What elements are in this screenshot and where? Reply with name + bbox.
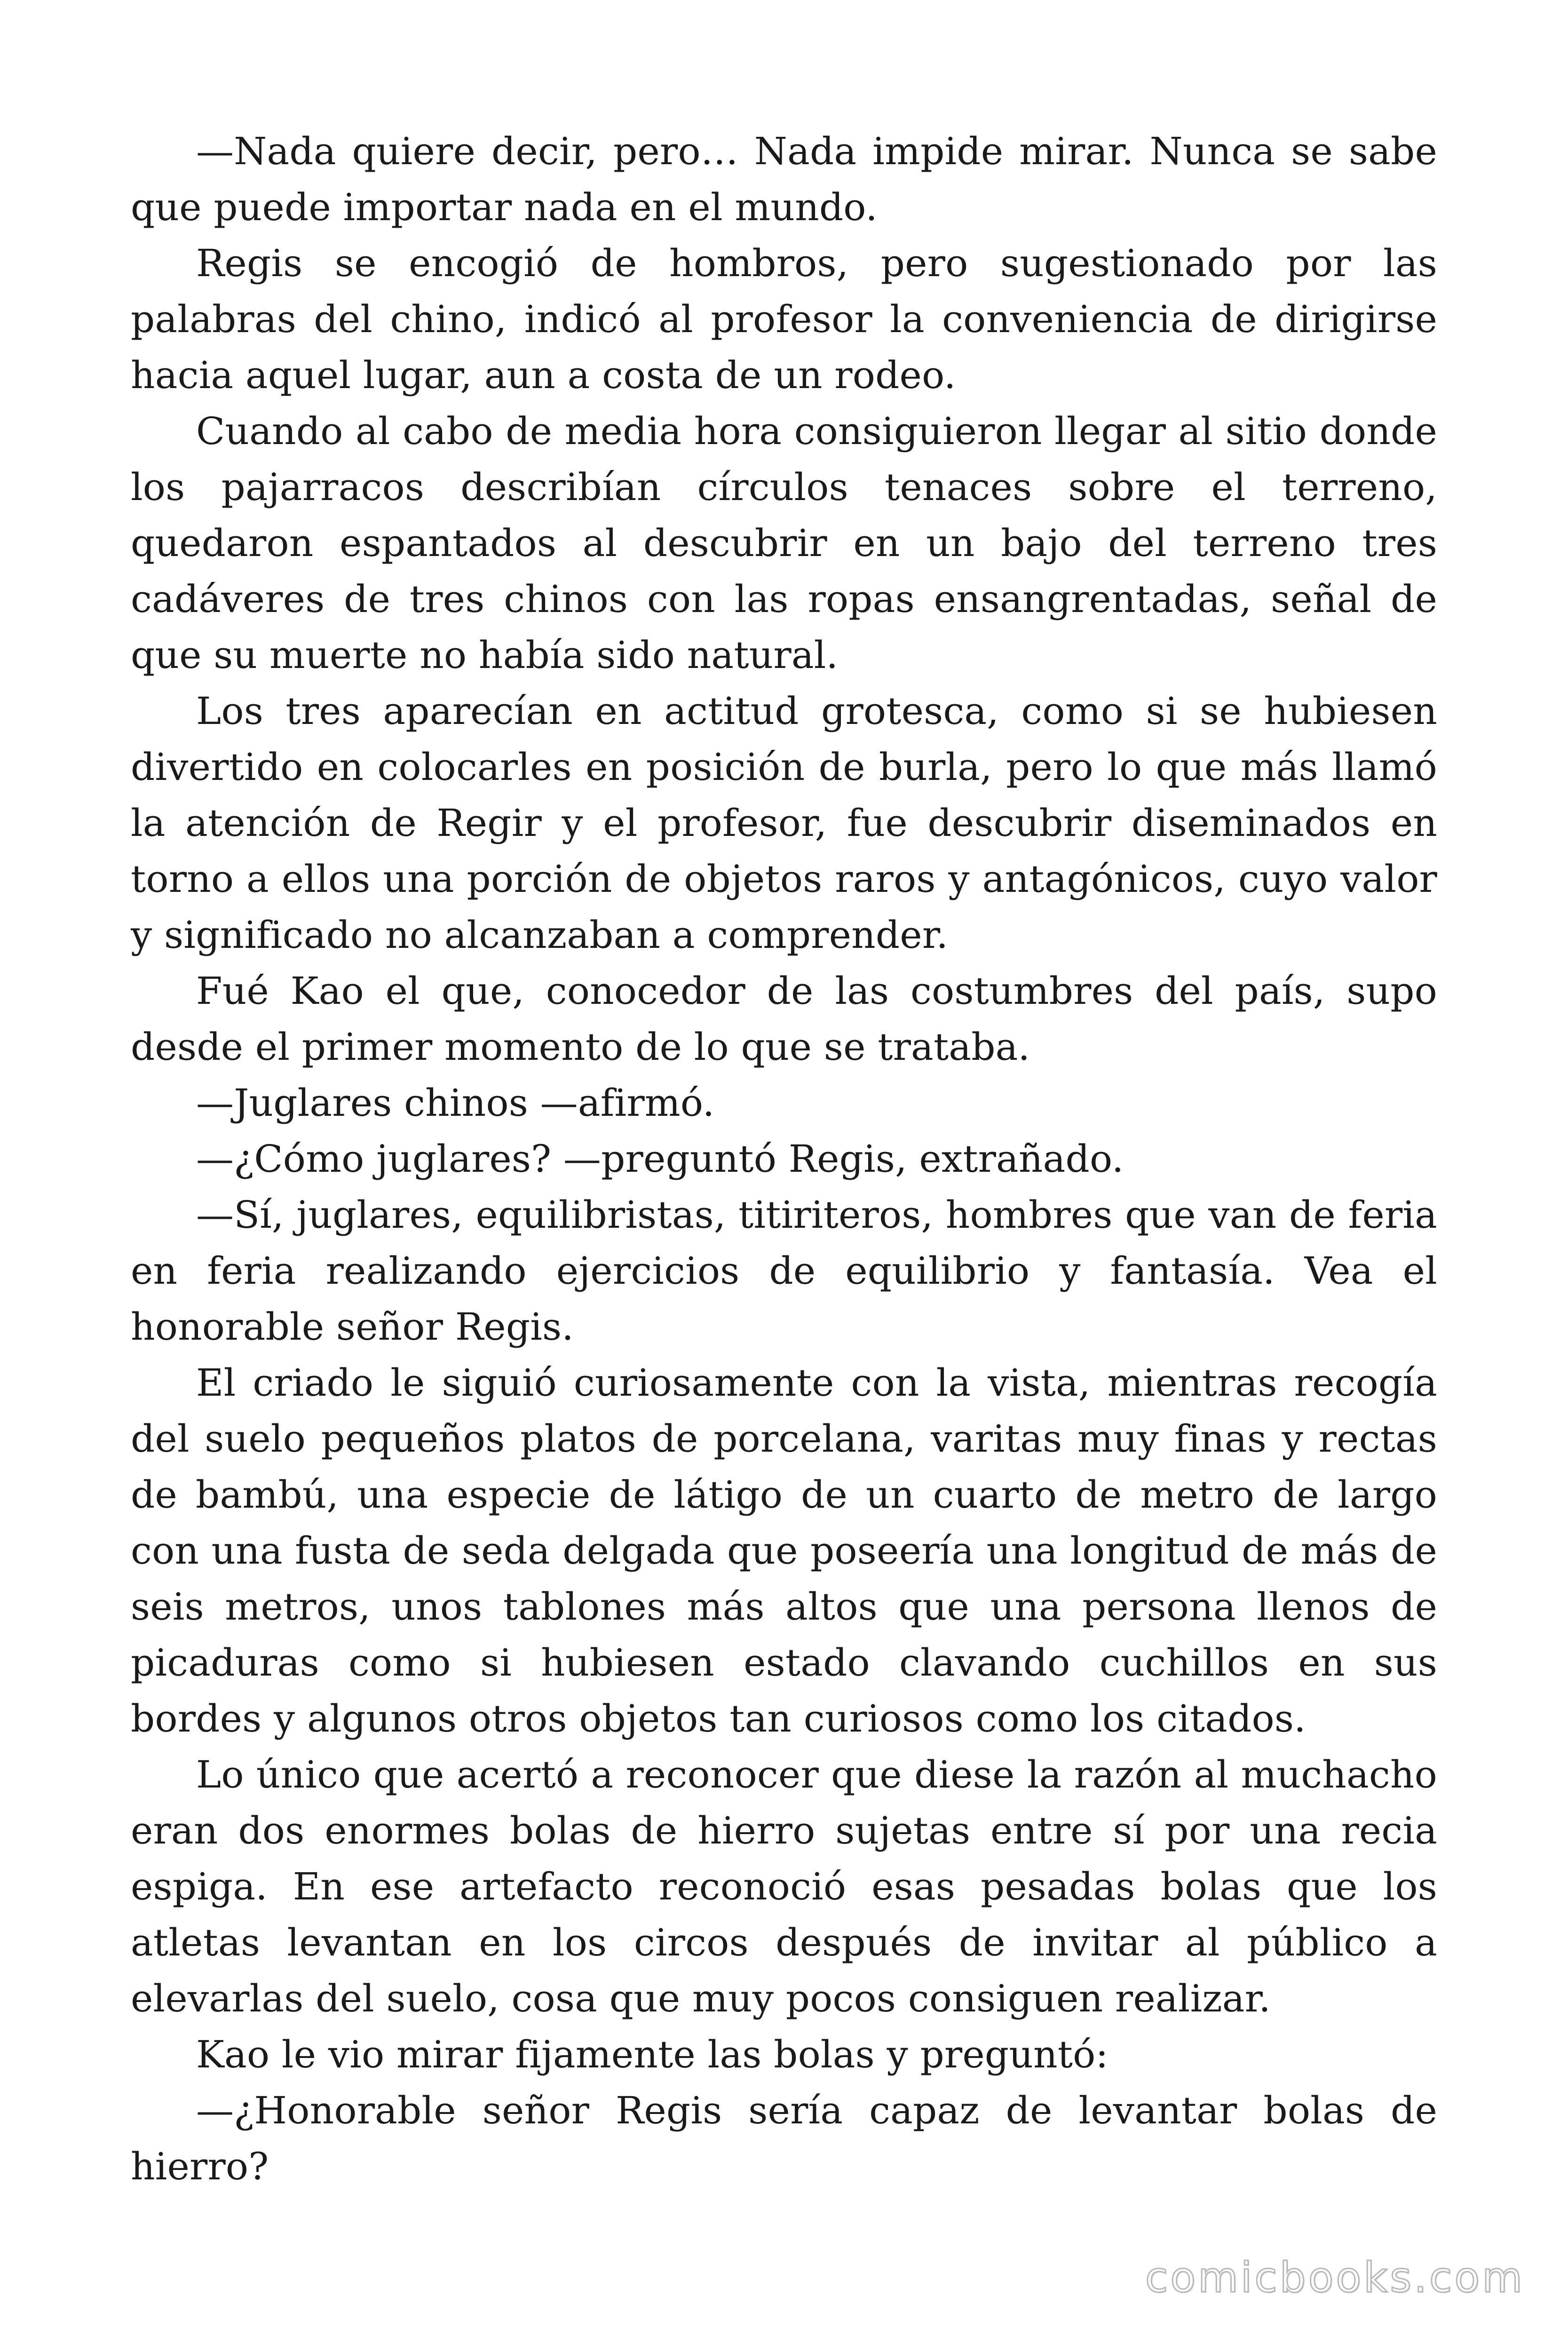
paragraph: Los tres aparecían en actitud grotesca, como si se hubiesen divertido en colocarles en posición de burla, pero lo que más llamó la atención de Regir y el profesor, fue descubrir diseminados en torno a ellos una porción de objetos raros y antagónicos, cuyo valor y significado no alcanzaban a comprender.: [131, 689, 1437, 957]
watermark: comicbooks.com: [1145, 2253, 1525, 2302]
paragraph: —¿Honorable señor Regis sería capaz de levantar bolas de hierro?: [131, 2089, 1437, 2188]
paragraph: Kao le vio mirar fijamente las bolas y preguntó:: [196, 2033, 1109, 2076]
body-text: [131, 123, 1437, 2194]
paragraph: Cuando al cabo de media hora consiguieron llegar al sitio donde los pajarracos describían círculos tenaces sobre el terreno, quedaron espantados al descubrir en un bajo del terreno tres cadáveres de tres chinos con las ropas ensangrentadas, señal de que su muerte no había sido natural.: [131, 409, 1437, 677]
paragraph: —Nada quiere decir, pero… Nada impide mirar. Nunca se sabe que puede importar nada en el mundo.: [131, 129, 1437, 229]
paragraph: —¿Cómo juglares? —preguntó Regis, extrañado.: [196, 1137, 1124, 1181]
paragraph: Regis se encogió de hombros, pero sugestionado por las palabras del chino, indicó al profesor la conveniencia de dirigirse hacia aquel lugar, aun a costa de un rodeo.: [131, 241, 1437, 397]
paragraph: Fué Kao el que, conocedor de las costumbres del país, supo desde el primer momento de lo que se trataba.: [131, 969, 1437, 1069]
paragraph: Lo único que acertó a reconocer que diese la razón al muchacho eran dos enormes bolas de hierro sujetas entre sí por una recia espiga. En ese artefacto reconoció esas pesadas bolas que los atletas levantan en los circos después de invitar al público a elevarlas del suelo, cosa que muy pocos consiguen realizar.: [131, 1753, 1437, 2020]
paragraph: El criado le siguió curiosamente con la vista, mientras recogía del suelo pequeños platos de porcelana, varitas muy finas y rectas de bambú, una especie de látigo de un cuarto de metro de largo con una fusta de seda delgada que poseería una longitud de más de seis metros, unos tablones más altos que una persona llenos de picaduras como si hubiesen estado clavando cuchillos en sus bordes y algunos otros objetos tan curiosos como los citados.: [131, 1361, 1437, 1740]
paragraph: —Sí, juglares, equilibristas, titiriteros, hombres que van de feria en feria realizando ejercicios de equilibrio y fantasía. Vea el honorable señor Regis.: [131, 1193, 1437, 1349]
paragraph: —Juglares chinos —afirmó.: [196, 1081, 715, 1125]
